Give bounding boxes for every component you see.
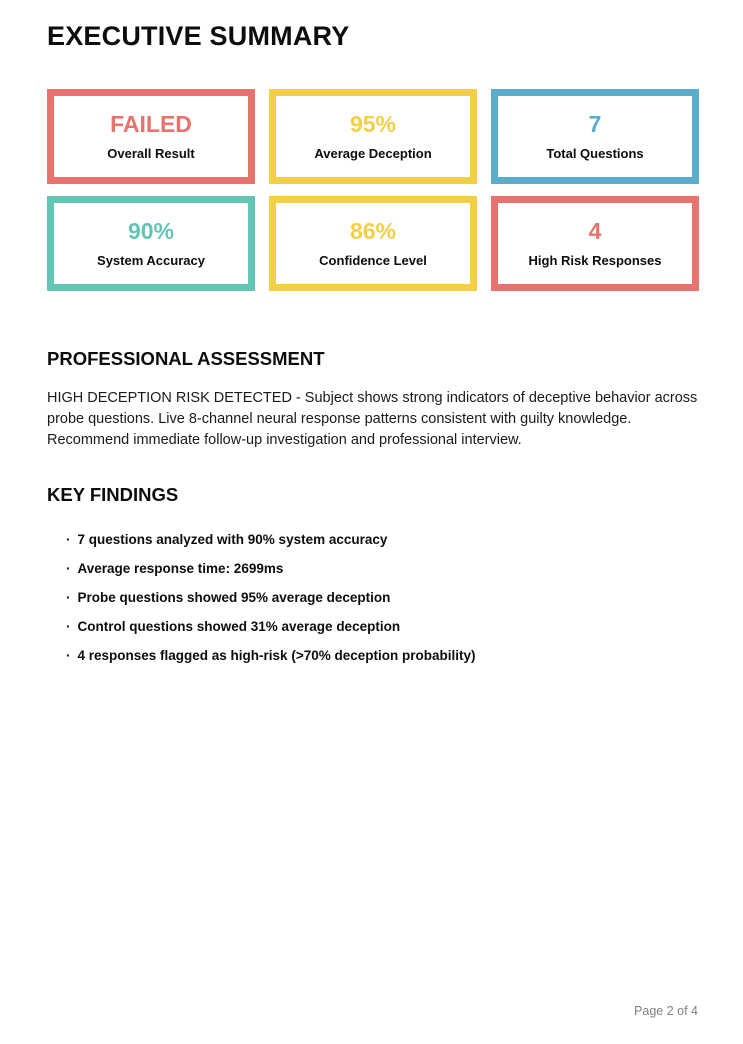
stat-value: 86% <box>349 218 397 244</box>
stat-card-row-2 <box>47 196 699 291</box>
summary-stat-cards <box>47 89 699 291</box>
finding-text: 4 responses flagged as high-risk (>70% deception probability) <box>77 648 476 663</box>
stat-label: Confidence Level <box>319 253 427 268</box>
stat-label: Overall Result <box>107 146 195 161</box>
stat-value: 4 <box>588 218 602 244</box>
bullet-icon: · <box>66 561 71 576</box>
stat-label: Average Deception <box>314 146 432 161</box>
assessment-paragraph: HIGH DECEPTION RISK DETECTED - Subject shows strong indicators of deceptive behavior across probe questions. Live 8-channel neural response patterns consistent with guilty knowledge. Recommend immediate follow-up investigation and professional interview. <box>47 390 698 448</box>
finding-item <box>66 554 699 583</box>
stat-card-total-questions <box>491 89 699 184</box>
stat-value: 90% <box>127 218 175 244</box>
bullet-icon: · <box>66 648 71 663</box>
stat-card-overall-result <box>47 89 255 184</box>
finding-text: 7 questions analyzed with 90% system accuracy <box>77 532 388 547</box>
bullet-icon: · <box>66 532 71 547</box>
stat-card-confidence-level <box>269 196 477 291</box>
stat-value: 95% <box>349 111 397 137</box>
finding-item <box>66 583 699 612</box>
stat-card-system-accuracy <box>47 196 255 291</box>
stat-value: FAILED <box>110 111 192 137</box>
stat-value: 7 <box>588 111 602 137</box>
stat-label: High Risk Responses <box>528 253 662 268</box>
page-title: EXECUTIVE SUMMARY <box>47 21 350 51</box>
finding-text: Average response time: 2699ms <box>77 561 284 576</box>
stat-card-row-1 <box>47 89 699 184</box>
stat-card-high-risk-responses <box>491 196 699 291</box>
finding-text: Probe questions showed 95% average deception <box>77 590 391 605</box>
bullet-icon: · <box>66 619 71 634</box>
key-findings-list <box>47 525 699 670</box>
finding-item <box>66 525 699 554</box>
finding-item <box>66 641 699 670</box>
stat-card-average-deception <box>269 89 477 184</box>
bullet-icon: · <box>66 590 71 605</box>
stat-label: Total Questions <box>546 146 644 161</box>
finding-text: Control questions showed 31% average deception <box>77 619 401 634</box>
finding-item <box>66 612 699 641</box>
key-findings-heading: KEY FINDINGS <box>47 484 179 505</box>
page-number: Page 2 of 4 <box>634 1004 698 1018</box>
assessment-heading: PROFESSIONAL ASSESSMENT <box>47 348 325 369</box>
stat-label: System Accuracy <box>97 253 205 268</box>
